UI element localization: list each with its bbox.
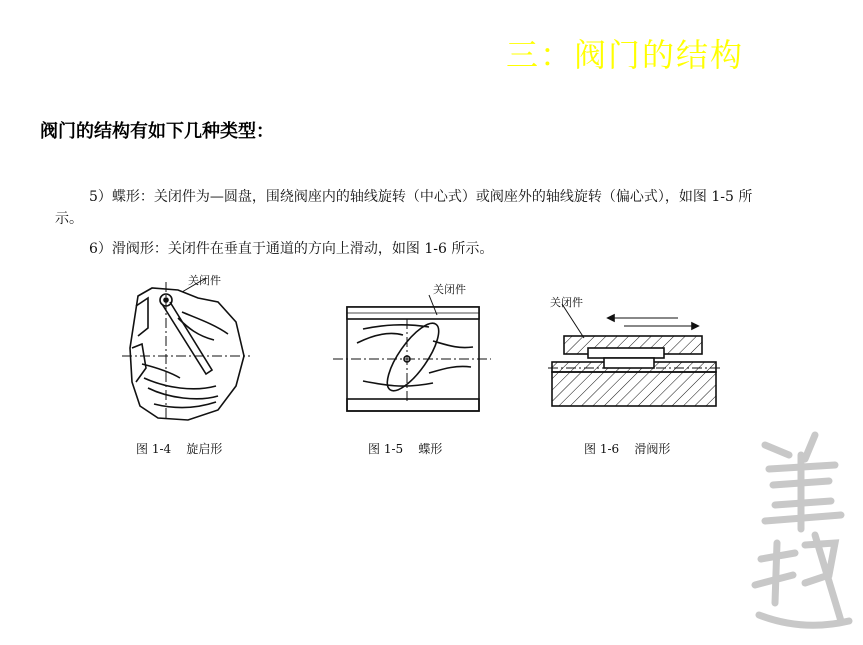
paragraph-butterfly: 5）蝶形：关闭件为—圆盘，围绕阀座内的轴线旋转（中心式）或阀座外的轴线旋转（偏心式），如图 1-5 所示。: [55, 189, 753, 227]
figure-label-2: 关闭件: [433, 283, 466, 296]
figure-caption-3: 图 1-6 滑阀形: [584, 442, 671, 456]
slide-title: 三：阀门的结构: [506, 36, 745, 74]
figure-butterfly: [333, 285, 493, 415]
watermark-logo: [745, 425, 857, 635]
butterfly-diagram: [333, 285, 493, 415]
calligraphy-watermark: [745, 425, 857, 635]
figure-caption-1: 图 1-4 旋启形: [136, 442, 223, 456]
figure-label-1: 关闭件: [188, 274, 221, 287]
figure-swing-check: [118, 274, 258, 428]
intro-text: 阀门的结构有如下几种类型：: [40, 121, 274, 142]
figure-label-3: 关闭件: [550, 296, 583, 309]
figure-slide-valve: [548, 292, 720, 412]
swing-check-diagram: [118, 278, 258, 428]
slide-valve-diagram: [548, 292, 720, 412]
paragraph-slide-valve: 6）滑阀形：关闭件在垂直于通道的方向上滑动，如图 1-6 所示。: [89, 241, 494, 257]
figure-caption-2: 图 1-5 蝶形: [368, 442, 443, 456]
